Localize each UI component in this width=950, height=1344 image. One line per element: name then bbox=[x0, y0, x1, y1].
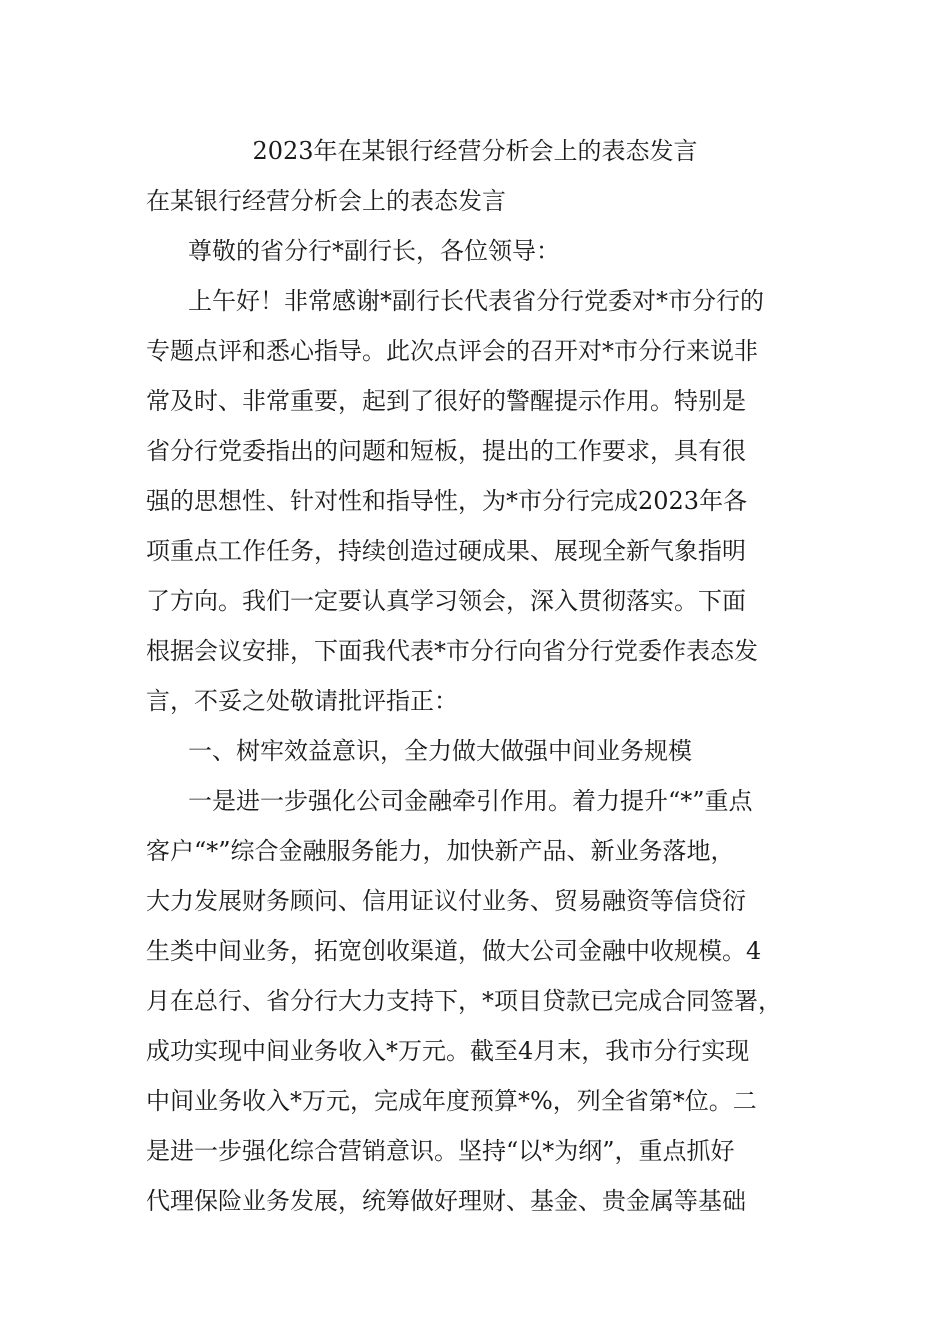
document-subtitle: 在某银行经营分析会上的表态发言 bbox=[146, 187, 506, 215]
section-heading: 一、树牢效益意识，全力做大做强中间业务规模 bbox=[188, 737, 692, 765]
paragraph-line: 上午好！非常感谢*副行长代表省分行党委对*市分行的 bbox=[188, 287, 764, 315]
paragraph-line: 大力发展财务顾问、信用证议付业务、贸易融资等信贷衍 bbox=[146, 887, 746, 915]
paragraph-line: 是进一步强化综合营销意识。坚持“以*为纲”，重点抓好 bbox=[146, 1137, 735, 1165]
paragraph-line: 省分行党委指出的问题和短板，提出的工作要求，具有很 bbox=[146, 437, 746, 465]
paragraph-line: 尊敬的省分行*副行长，各位领导： bbox=[188, 237, 560, 265]
paragraph-line: 成功实现中间业务收入*万元。截至4月末，我市分行实现 bbox=[146, 1037, 750, 1065]
paragraph-line: 言，不妥之处敬请批评指正： bbox=[146, 687, 458, 715]
paragraph-line: 生类中间业务，拓宽创收渠道，做大公司金融中收规模。4 bbox=[146, 937, 762, 965]
paragraph-line: 中间业务收入*万元，完成年度预算*%，列全省第*位。二 bbox=[146, 1087, 757, 1115]
document-title: 2023年在某银行经营分析会上的表态发言 bbox=[252, 137, 698, 165]
paragraph-line: 常及时、非常重要，起到了很好的警醒提示作用。特别是 bbox=[146, 387, 746, 415]
paragraph-line: 了方向。我们一定要认真学习领会，深入贯彻落实。下面 bbox=[146, 587, 746, 615]
paragraph-line: 代理保险业务发展，统筹做好理财、基金、贵金属等基础 bbox=[146, 1187, 746, 1215]
paragraph-line: 根据会议安排，下面我代表*市分行向省分行党委作表态发 bbox=[146, 637, 758, 665]
paragraph-line: 一是进一步强化公司金融牵引作用。着力提升“*”重点 bbox=[188, 787, 753, 815]
paragraph-line: 月在总行、省分行大力支持下，*项目贷款已完成合同签署， bbox=[146, 987, 782, 1015]
paragraph-line: 客户“*”综合金融服务能力，加快新产品、新业务落地， bbox=[146, 837, 735, 865]
paragraph-line: 专题点评和悉心指导。此次点评会的召开对*市分行来说非 bbox=[146, 337, 758, 365]
paragraph-line: 强的思想性、针对性和指导性，为*市分行完成2023年各 bbox=[146, 487, 748, 515]
paragraph-line: 项重点工作任务，持续创造过硬成果、展现全新气象指明 bbox=[146, 537, 746, 565]
